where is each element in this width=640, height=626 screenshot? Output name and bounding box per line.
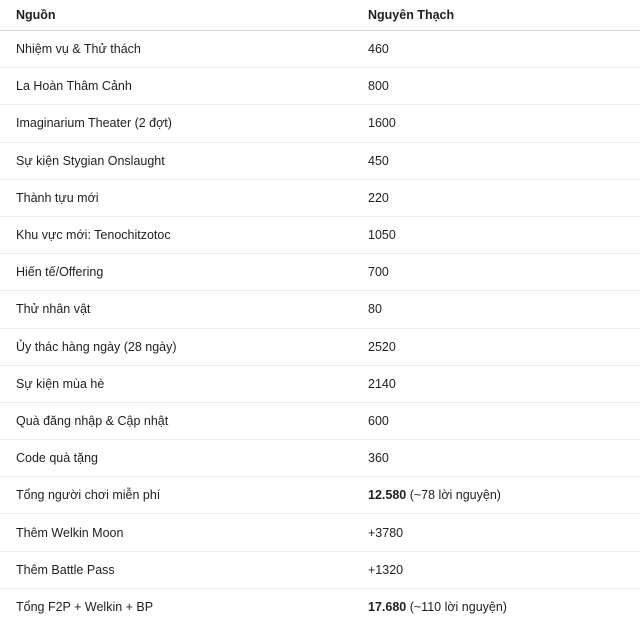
total-value: 12.580 [368,488,407,503]
table-row [0,552,640,589]
table-row [0,68,640,105]
total-wishes: (~110 lời nguyện) [406,600,507,615]
row-value: 2140 [368,376,396,391]
row-source: Nhiệm vụ & Thử thách [16,42,141,57]
table-row [0,403,640,440]
table-row [0,143,640,180]
table-row-total-f2p [0,477,640,514]
row-source: Tổng người chơi miễn phí [16,488,161,503]
row-source: Quà đăng nhập & Cập nhật [16,413,169,428]
row-source: Thêm Battle Pass [16,562,115,577]
header-source: Nguồn [16,8,56,22]
row-value: 2520 [368,339,396,354]
row-value [352,600,640,614]
total-wishes: (~78 lời nguyện) [406,488,501,503]
row-value: 450 [368,153,389,168]
table-row [0,180,640,217]
row-source: Thêm Welkin Moon [16,525,124,540]
row-source: Tổng F2P + Welkin + BP [16,600,154,615]
table-row [0,105,640,142]
row-source: Sự kiện Stygian Onslaught [16,153,165,168]
row-source: Thành tựu mới [16,190,99,205]
row-value: 700 [368,265,389,280]
row-value: 360 [368,451,389,466]
row-source: La Hoàn Thâm Cảnh [16,79,132,94]
table-header-row [0,0,640,31]
row-value [352,488,640,502]
table-row [0,440,640,477]
header-value: Nguyên Thạch [368,8,455,22]
table-row [0,217,640,254]
row-value: 1050 [368,228,396,243]
row-value: 460 [368,42,389,57]
table-row [0,31,640,68]
row-value: 1600 [368,116,396,131]
row-source: Khu vực mới: Tenochitzotoc [16,228,171,243]
total-value: 17.680 [368,600,407,615]
row-value: 600 [368,413,389,428]
table-row-total-all [0,589,640,626]
row-source: Imaginarium Theater (2 đợt) [16,116,172,131]
row-value: 800 [368,79,389,94]
row-source: Thử nhân vật [16,302,91,317]
row-source: Sự kiện mùa hè [16,376,105,391]
row-value: 80 [368,302,382,317]
table-row [0,329,640,366]
row-value: +3780 [368,525,404,540]
row-source: Hiến tế/Offering [16,265,104,280]
table-row [0,291,640,328]
row-source: Ủy thác hàng ngày (28 ngày) [16,339,177,354]
table-row [0,514,640,551]
row-source: Code quà tặng [16,451,99,466]
table-row [0,254,640,291]
table-row [0,366,640,403]
row-value: +1320 [368,562,404,577]
row-value: 220 [368,190,389,205]
